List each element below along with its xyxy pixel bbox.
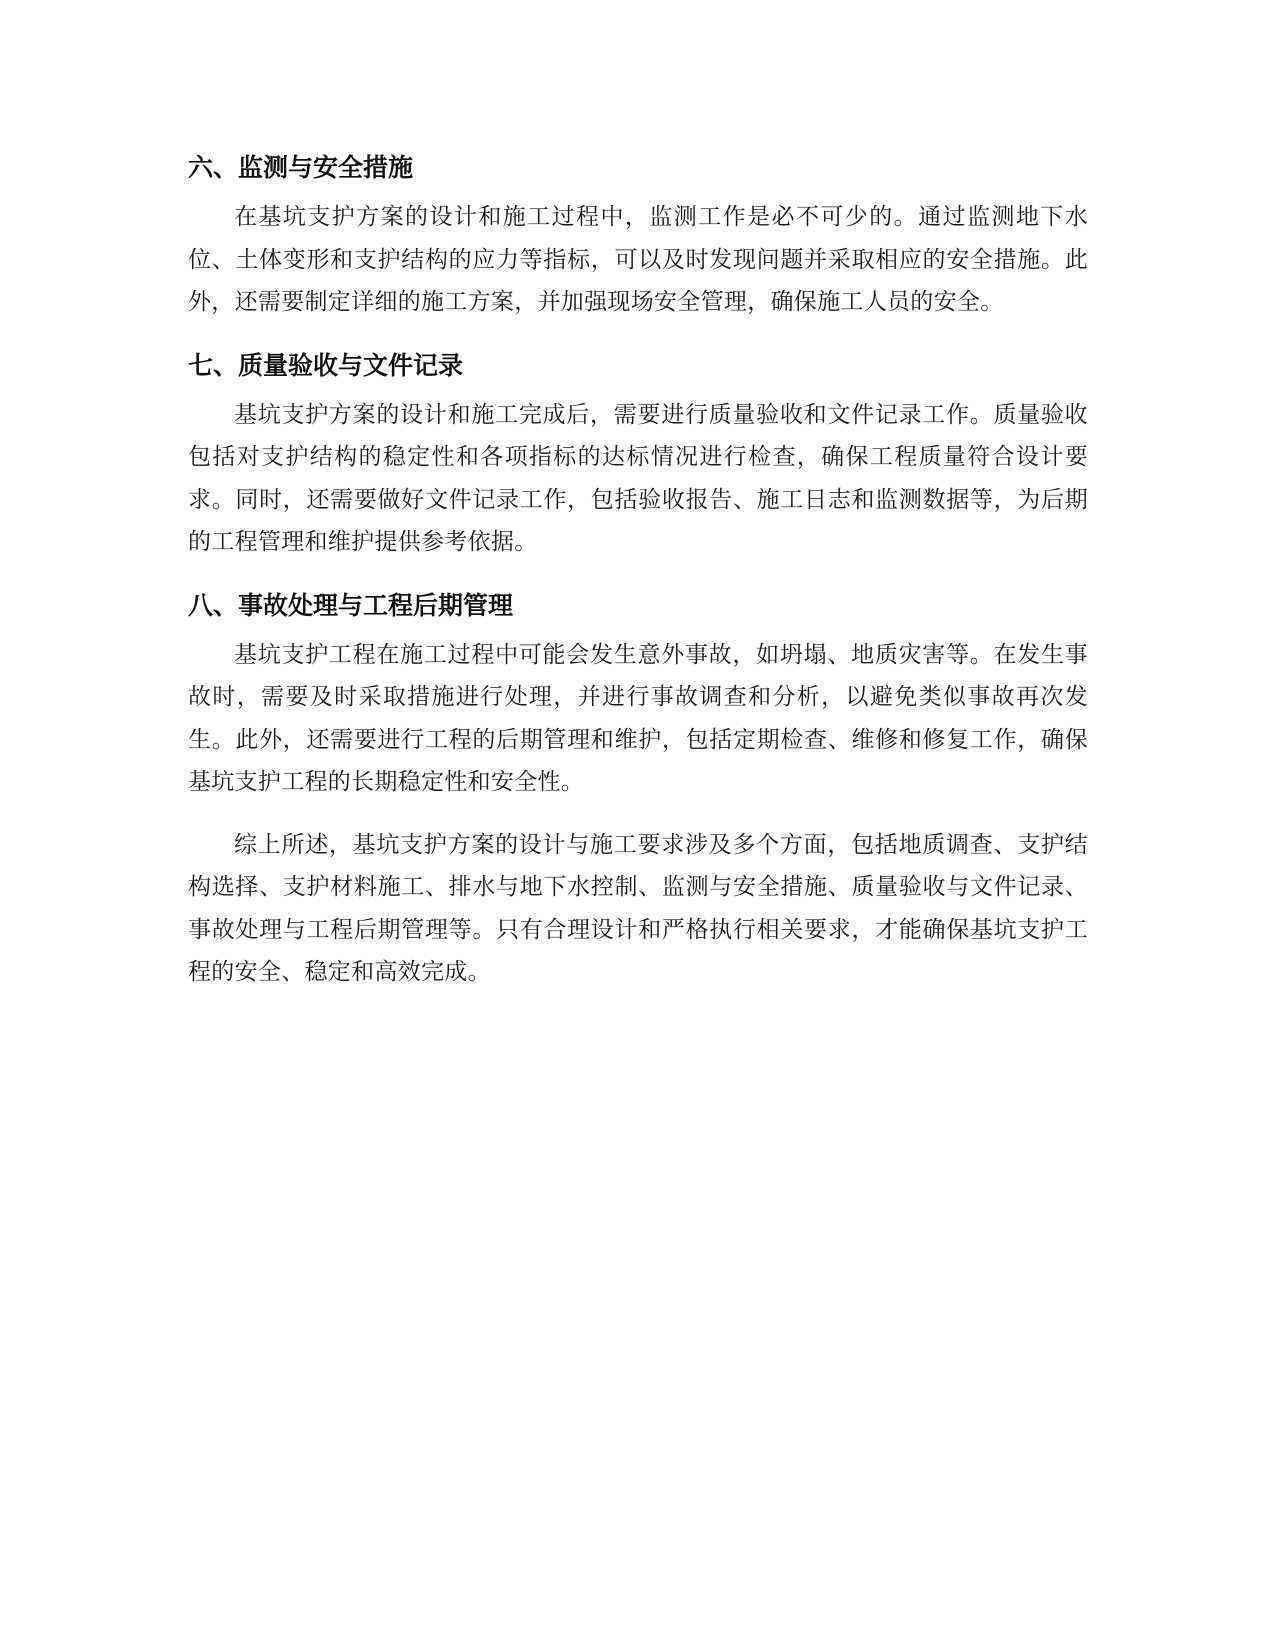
section-heading: 六、监测与安全措施 — [188, 153, 414, 182]
section-heading: 八、事故处理与工程后期管理 — [188, 590, 514, 620]
paragraph: 基坑支护方案的设计和施工完成后，需要进行质量验收和文件记录工作。质量验收包括对支护结构的稳定性和各项指标的达标情况进行检查，确保工程质量符合设计要求。同时，还需要做好文件记录工作，包括验收报告、施工日志和监测数据等，为后期的工程管理和维护提供参考依据。 — [188, 401, 1088, 555]
conclusion-paragraph: 综上所述，基坑支护方案的设计与施工要求涉及多个方面，包括地质调查、支护结构选择、支护材料施工、排水与地下水控制、监测与安全措施、质量验收与文件记录、事故处理与工程后期管理等。只有合理设计和严格执行相关要求，才能确保基坑支护工程的安全、稳定和高效完成。 — [188, 831, 1088, 985]
section-accident-handling — [188, 584, 1088, 994]
paragraph: 在基坑支护方案的设计和施工过程中，监测工作是必不可少的。通过监测地下水位、土体变形和支护结构的应力等指标，可以及时发现问题并采取相应的安全措施。此外，还需要制定详细的施工方案，并加强现场安全管理，确保施工人员的安全。 — [188, 204, 1088, 315]
document-body — [188, 146, 1088, 1014]
section-heading: 七、质量验收与文件记录 — [188, 350, 464, 380]
paragraph: 基坑支护工程在施工过程中可能会发生意外事故，如坍塌、地质灾害等。在发生事故时，需要及时采取措施进行处理，并进行事故调查和分析，以避免类似事故再次发生。此外，还需要进行工程的后期管理和维护，包括定期检查、维修和修复工作，确保基坑支护工程的长期稳定性和安全性。 — [188, 641, 1088, 795]
section-monitoring-safety — [188, 146, 1088, 324]
section-quality-acceptance — [188, 344, 1088, 564]
